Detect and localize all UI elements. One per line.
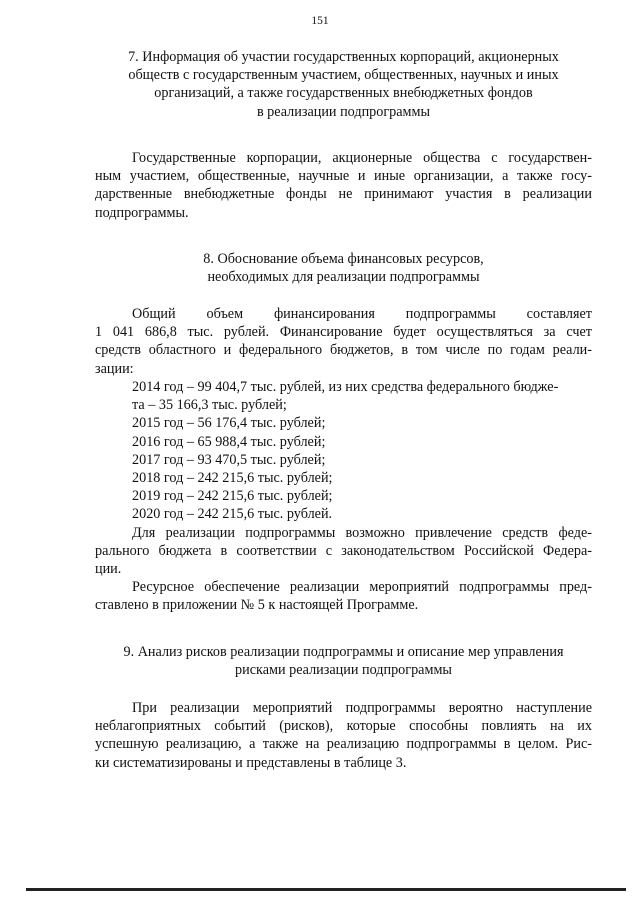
section-9-heading xyxy=(80,643,607,679)
text-line: ции. xyxy=(95,561,122,578)
section-9-paragraph xyxy=(95,699,592,772)
heading-line: организаций, а также государственных внебюджетных фондов xyxy=(154,85,533,102)
text-line: подпрограммы. xyxy=(95,204,189,221)
heading-line: в реализации подпрограммы xyxy=(256,103,431,120)
heading-line: рисками реализации подпрограммы xyxy=(235,662,452,679)
section-8-heading xyxy=(95,250,592,286)
financing-intro-paragraph xyxy=(95,305,592,378)
text-line: средств областного и федерального бюджетов, в том числе по годам реали- xyxy=(95,342,592,359)
section-7-heading xyxy=(95,48,592,121)
list-item: 2018 год – 242 215,6 тыс. рублей; xyxy=(132,470,333,487)
text-line: зации: xyxy=(95,360,134,377)
text-line: ным участием, общественные, научные и иные организации, а также госу- xyxy=(95,168,592,185)
heading-line: 8. Обоснование объема финансовых ресурсов, xyxy=(203,251,484,267)
heading-line: необходимых для реализации подпрограммы xyxy=(207,269,480,286)
section-7-paragraph xyxy=(95,149,592,222)
text-line: дарственные внебюджетные фонды не принимают участия в реализации xyxy=(95,186,592,203)
list-item: 2016 год – 65 988,4 тыс. рублей; xyxy=(132,433,326,450)
text-line: 1 041 686,8 тыс. рублей. Финансирование будет осуществляться за счет xyxy=(95,324,592,341)
text-line: Государственные корпорации, акционерные общества с государствен- xyxy=(132,150,592,166)
text-line: успешную реализацию, а также на реализацию подпрограммы в целом. Рис- xyxy=(95,736,592,753)
text-line: ставлено в приложении № 5 к настоящей Программе. xyxy=(95,597,419,614)
list-item: 2015 год – 56 176,4 тыс. рублей; xyxy=(132,415,326,432)
text-line: Ресурсное обеспечение реализации мероприятий подпрограммы пред- xyxy=(132,579,592,595)
text-line: Для реализации подпрограммы возможно привлечение средств феде- xyxy=(132,525,592,541)
list-item: та – 35 166,3 тыс. рублей; xyxy=(132,397,287,414)
list-item: 2020 год – 242 215,6 тыс. рублей. xyxy=(132,506,333,523)
text-line: ки систематизированы и представлены в таблице 3. xyxy=(95,754,407,771)
page-number: 151 xyxy=(311,15,329,27)
list-item: 2014 год – 99 404,7 тыс. рублей, из них средства федерального бюдже- xyxy=(132,379,559,395)
resource-provision-paragraph xyxy=(95,578,592,614)
bottom-rule xyxy=(26,888,626,891)
heading-line: 9. Анализ рисков реализации подпрограммы и описание мер управления xyxy=(123,644,564,660)
financing-by-year-list xyxy=(132,378,592,524)
heading-line: обществ с государственным участием, общественных, научных и иных xyxy=(128,67,559,84)
text-line: рального бюджета в соответствии с законодательством Российской Федера- xyxy=(95,543,592,560)
heading-line: 7. Информация об участии государственных корпораций, акционерных xyxy=(128,49,559,65)
list-item: 2019 год – 242 215,6 тыс. рублей; xyxy=(132,488,333,505)
text-line: Общий объем финансирования подпрограммы составляет xyxy=(132,306,592,322)
list-item: 2017 год – 93 470,5 тыс. рублей; xyxy=(132,451,326,468)
text-line: При реализации мероприятий подпрограммы вероятно наступление xyxy=(132,700,592,716)
text-line: неблагоприятных событий (рисков), которые способны повлиять на их xyxy=(95,718,592,735)
federal-budget-paragraph xyxy=(95,524,592,579)
